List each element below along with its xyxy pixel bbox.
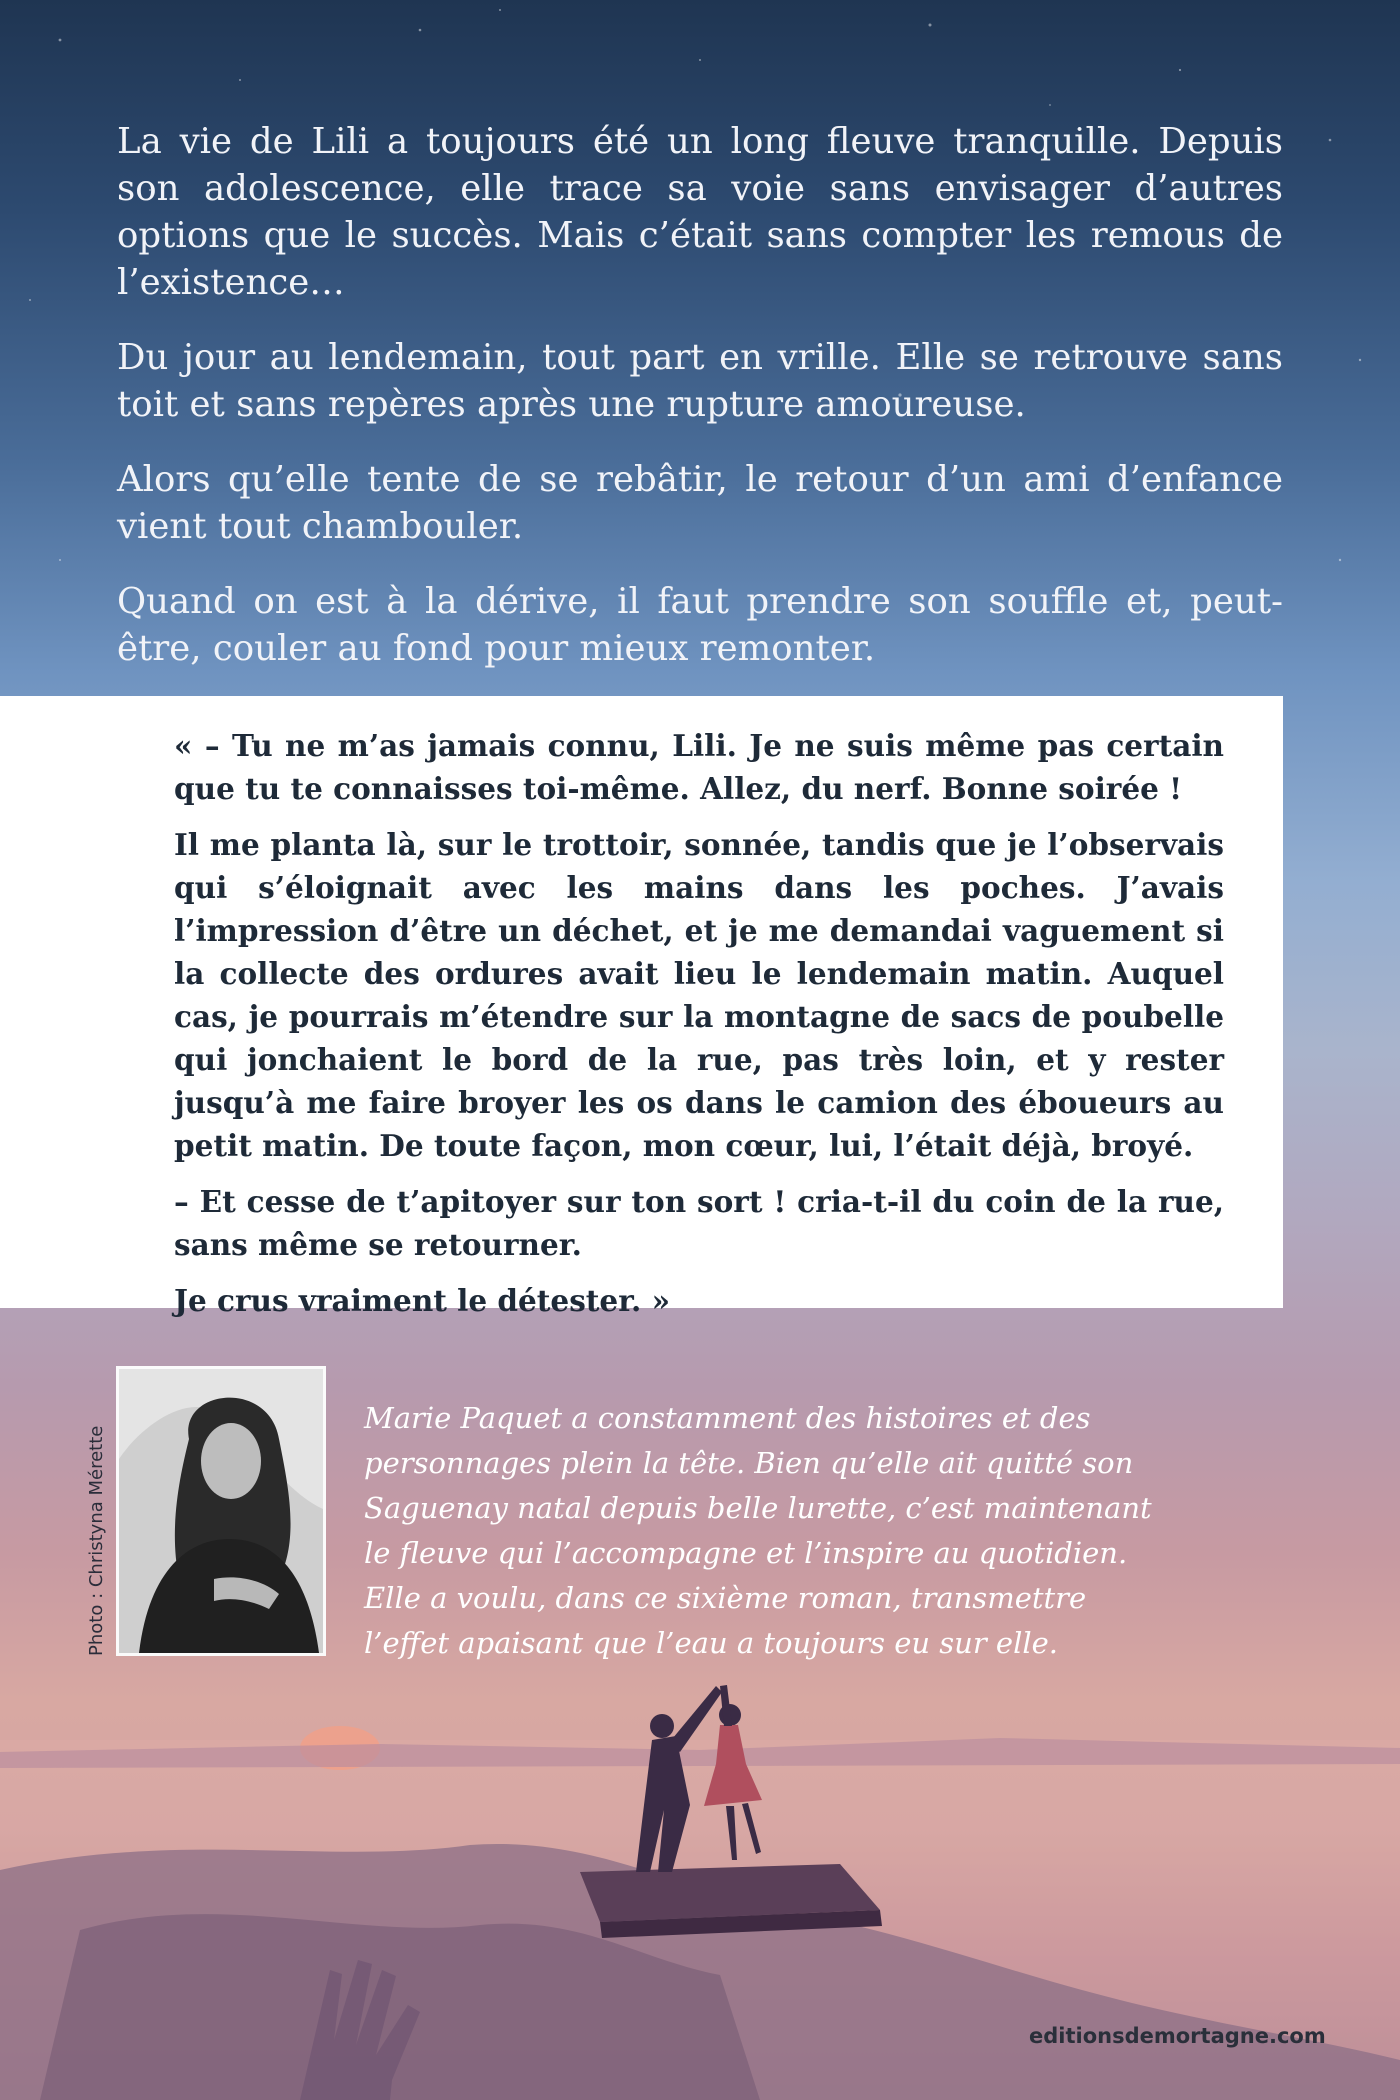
blurb-paragraph: Quand on est à la dérive, il faut prendre son souffle et, peut-être, couler au fond pour mieux remonter. [117, 581, 1283, 669]
back-cover-blurb [117, 118, 1283, 700]
author-bio: Marie Paquet a constamment des histoires et des personnages plein la tête. Bien qu’elle ait quitté son Saguenay natal depuis belle lurette, c’est maintenant le fleuve qui l’accompagne et l’inspire au quotidien. Elle a voulu, dans ce sixième roman, transmettre l’effet apaisant que l’eau a toujours eu sur elle. [364, 1401, 1152, 1660]
excerpt-paragraph: – Et cesse de t’apitoyer sur ton sort ! cria-t-il du coin de la rue, sans même se retourner. [174, 1184, 1224, 1262]
excerpt-text [174, 724, 1224, 1335]
excerpt-paragraph: « – Tu ne m’as jamais connu, Lili. Je ne suis même pas certain que tu te connaisses toi-même. Allez, du nerf. Bonne soirée ! [174, 728, 1224, 806]
publisher-website[interactable]: editionsdemortagne.com [1029, 2024, 1326, 2048]
photo-credit: Photo : Christyna Mérette [86, 1425, 107, 1656]
excerpt-paragraph: Je crus vraiment le détester. » [174, 1283, 671, 1318]
excerpt-paragraph: Il me planta là, sur le trottoir, sonnée, tandis que je l’observais qui s’éloignait avec les mains dans les poches. J’avais l’impression d’être un déchet, et je me demandai vaguement si la collecte des ordures avait lieu le lendemain matin. Auquel cas, je pourrais m’étendre sur la montagne de sacs de poubelle qui jonchaient le bord de la rue, pas très loin, et y rester jusqu’à me faire broyer les os dans le camion des éboueurs au petit matin. De toute façon, mon cœur, lui, l’était déjà, broyé. [174, 827, 1224, 1163]
blurb-paragraph: La vie de Lili a toujours été un long fleuve tranquille. Depuis son adolescence, elle trace sa voie sans envisager d’autres options que le succès. Mais c’était sans compter les remous de l’existence… [117, 121, 1283, 303]
author-photo [116, 1366, 326, 1656]
blurb-paragraph: Du jour au lendemain, tout part en vrille. Elle se retrouve sans toit et sans repères après une rupture amoureuse. [117, 337, 1283, 425]
blurb-paragraph: Alors qu’elle tente de se rebâtir, le retour d’un ami d’enfance vient tout chambouler. [117, 459, 1283, 547]
excerpt-box [0, 696, 1283, 1318]
